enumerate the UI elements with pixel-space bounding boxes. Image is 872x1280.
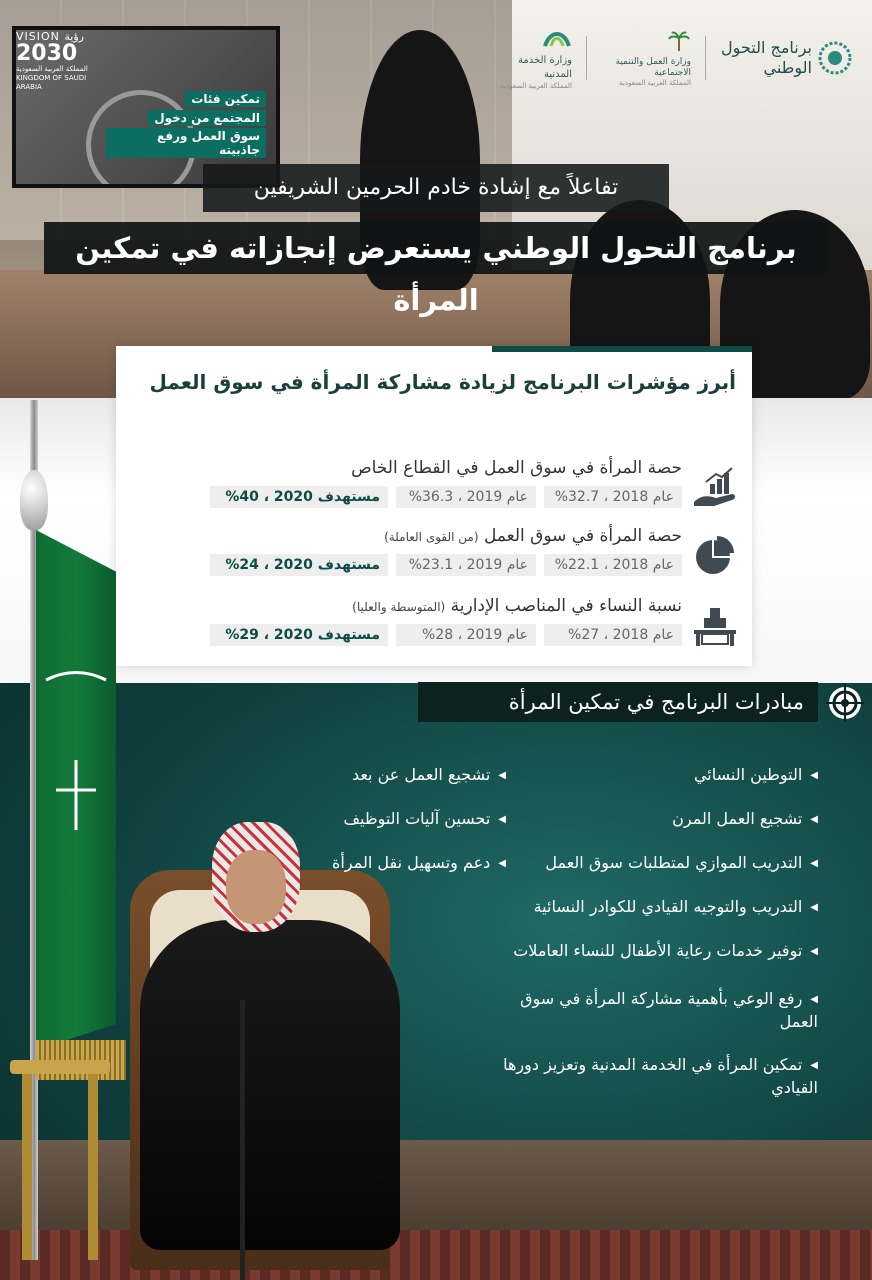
value-2019: عام 2019 ، 23.1% <box>396 554 536 576</box>
target-2020: مستهدف 2020 ، 40% <box>210 486 388 508</box>
bullet-arrow-icon: ◀ <box>810 1059 818 1071</box>
indicator-values <box>210 554 682 576</box>
pie-chart-icon <box>692 532 738 578</box>
subtitle-banner: تفاعلاً مع إشادة خادم الحرمين الشريفين <box>203 164 669 212</box>
bullet-arrow-icon: ◀ <box>498 813 506 825</box>
initiative-item: ◀دعم وتسهيل نقل المرأة <box>306 852 506 875</box>
initiative-item: ◀التدريب والتوجيه القيادي للكوادر النسائية <box>478 896 818 919</box>
hero-photo <box>0 0 872 400</box>
king-portrait-robe <box>140 920 400 1250</box>
flag-emblem-icon <box>36 530 116 1050</box>
walking-cane <box>240 1000 245 1280</box>
indicators-card <box>116 346 752 666</box>
initiative-item: ◀تشجيع العمل عن بعد <box>306 764 506 787</box>
initiative-item: ◀تحسين آليات التوظيف <box>306 808 506 831</box>
value-2018: عام 2018 ، 27% <box>544 624 682 646</box>
civil-service-logo: وزارة الخدمة المدنية المملكة العربية السعودية <box>492 26 572 90</box>
indicator-values <box>210 624 682 646</box>
value-2018: عام 2018 ، 32.7% <box>544 486 682 508</box>
target-icon <box>826 684 864 722</box>
bullet-arrow-icon: ◀ <box>810 901 818 913</box>
initiative-item: ◀توفير خدمات رعاية الأطفال للنساء العاملات <box>478 940 818 963</box>
palm-icon <box>667 29 691 53</box>
bullet-arrow-icon: ◀ <box>498 857 506 869</box>
indicator-values <box>210 486 682 508</box>
initiative-item: ◀تشجيع العمل المرن <box>478 808 818 831</box>
ntp-emblem-icon <box>818 41 852 75</box>
bullet-arrow-icon: ◀ <box>810 813 818 825</box>
bullet-arrow-icon: ◀ <box>810 945 818 957</box>
initiative-item: ◀رفع الوعي بأهمية مشاركة المرأة في سوق العمل <box>520 989 818 1031</box>
value-2019: عام 2019 ، 36.3% <box>396 486 536 508</box>
value-2019: عام 2019 ، 28% <box>396 624 536 646</box>
growth-hand-icon <box>692 464 738 510</box>
king-portrait-face <box>226 850 286 924</box>
bullet-arrow-icon: ◀ <box>810 993 818 1005</box>
bullet-arrow-icon: ◀ <box>498 769 506 781</box>
indicator-name: حصة المرأة في سوق العمل (من القوى العاملة) <box>384 526 682 546</box>
initiative-item: ◀التوطين النسائي <box>478 764 818 787</box>
title-banner: برنامج التحول الوطني يستعرض إنجازاته في تمكين المرأة <box>44 222 828 274</box>
vision-2030-logo: VISION رؤية 2030 المملكة العربية السعودية KINGDOM OF SAUDI ARABIA <box>16 30 88 91</box>
screen-caption: تمكين فئات المجتمع من دخول سوق العمل ورفع جاذبيته <box>106 88 266 158</box>
bullet-arrow-icon: ◀ <box>810 769 818 781</box>
value-2018: عام 2018 ، 22.1% <box>544 554 682 576</box>
initiative-item: ◀التدريب الموازي لمتطلبات سوق العمل <box>478 852 818 875</box>
indicator-name: نسبة النساء في المناصب الإدارية (المتوسطة والعليا) <box>352 596 682 616</box>
saudi-flag <box>36 530 116 1050</box>
logos-bar <box>492 26 852 90</box>
indicators-title: أبرز مؤشرات البرنامج لزيادة مشاركة المرأة في سوق العمل <box>149 370 736 394</box>
initiative-item: ◀تمكين المرأة في الخدمة المدنية وتعزيز دورها القيادي <box>503 1055 818 1097</box>
flag-finial <box>20 470 48 530</box>
side-table <box>10 1060 110 1260</box>
side-table-leg <box>22 1074 32 1260</box>
labor-ministry-logo: وزارة العمل والتنمية الاجتماعية المملكة العربية السعودية <box>601 29 691 87</box>
civil-service-emblem-icon <box>542 26 572 50</box>
target-2020: مستهدف 2020 ، 29% <box>210 624 388 646</box>
indicator-name: حصة المرأة في سوق العمل في القطاع الخاص <box>351 458 682 478</box>
logo-divider <box>586 36 587 80</box>
initiatives-title: مبادرات البرنامج في تمكين المرأة <box>418 682 818 722</box>
ntp-logo: برنامج التحول الوطني <box>720 38 852 78</box>
side-table-top <box>10 1060 110 1074</box>
bullet-arrow-icon: ◀ <box>810 857 818 869</box>
logo-divider <box>705 36 706 80</box>
side-table-leg <box>88 1074 98 1260</box>
target-2020: مستهدف 2020 ، 24% <box>210 554 388 576</box>
office-desk-icon <box>692 602 738 648</box>
